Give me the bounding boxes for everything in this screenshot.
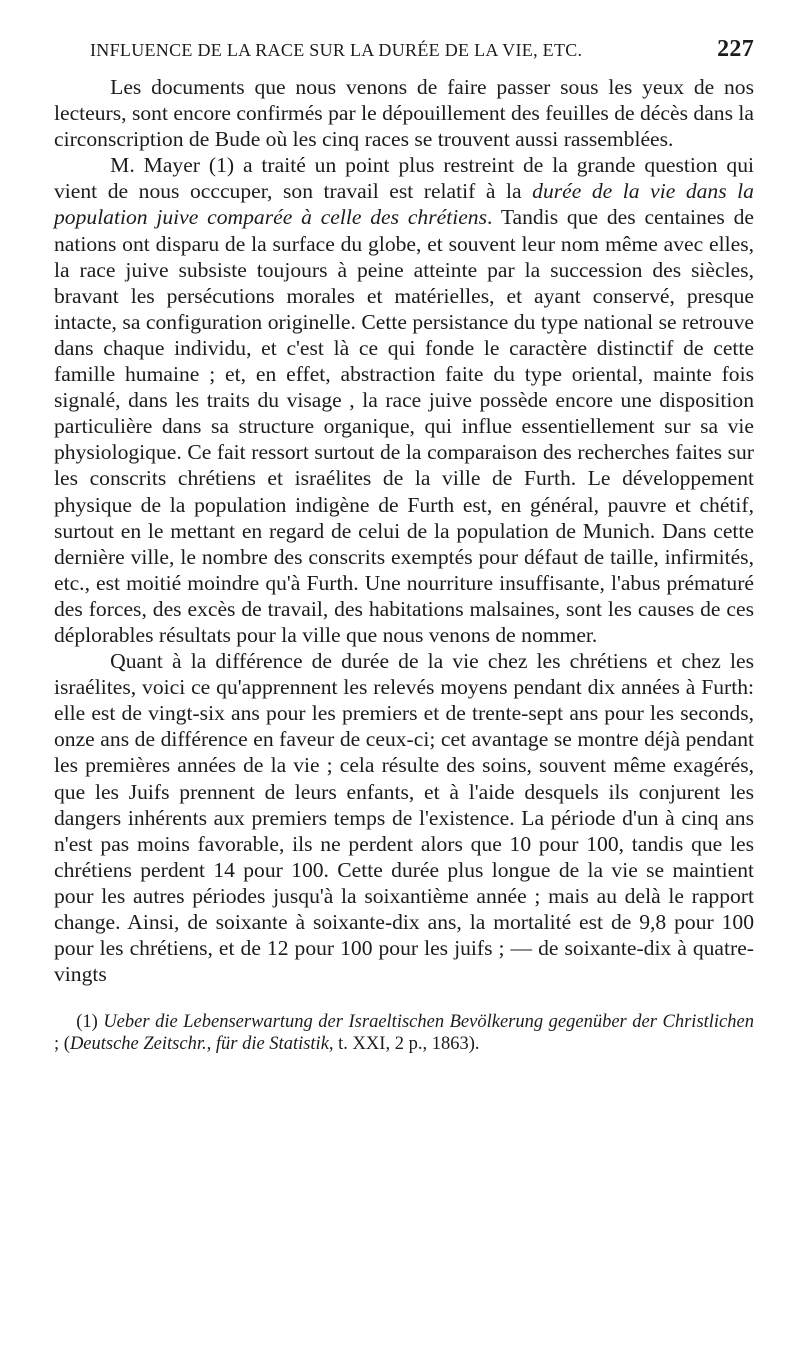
paragraph-2-text-end: . Tandis que des centaines de nations ont disparu de la surface du globe, et souvent leur nom même avec elles, la race juive subsiste toujours à peine atteinte par la succession des siècles, bravant les persécutions morales et matérielles, et ayant conservé, presque intacte, sa configuration originelle. Cette persistance du type national se retrouve dans chaque individu, et c'est là ce qui fonde le caractère distinctif de cette famille humaine ; et, en effet, abstraction faite du type oriental, mainte fois signalé, dans les traits du visage , la race juive possède encore une disposition particulière dans sa structure organique, qui influe essentiellement sur sa vie physiologique. Ce fait ressort surtout de la comparaison des recherches faites sur les conscrits chrétiens et israélites de la ville de Furth. Le développement physique de la population indigène de Furth est, en général, pauvre et chétif, surtout en le mettant en regard de celui de la population de Munich. Dans cette dernière ville, le nombre des conscrits exemptés pour défaut de taille, infirmités, etc., est moitié moindre qu'à Furth. Une nourriture insuffisante, l'abus prématuré des forces, des excès de travail, des habitations malsaines, sont les causes de ces déplorables résultats pour la ville que nous venons de nommer. <box>54 205 754 647</box>
footnote-separator: ; ( <box>54 1034 70 1055</box>
paragraph-2-text-start: M. Mayer (1) a traité un point plus restreint de la grande question qui vient de nous occcuper, son travail est relatif à la <box>54 153 754 204</box>
paragraph-1 <box>54 74 754 152</box>
paragraph-2-italic-phrase: durée de la vie dans la population juive comparée à celle des chrétiens <box>54 179 754 230</box>
running-title: INFLUENCE DE LA RACE SUR LA DURÉE DE LA VIE, ETC. <box>90 40 583 60</box>
footnote-reference: , t. XXI, 2 p., 1863). <box>328 1034 480 1055</box>
paragraph-3 <box>54 648 754 987</box>
paragraph-2 <box>54 152 754 648</box>
footnote-marker: (1) <box>76 1012 104 1033</box>
paragraph-3-text: Quant à la différence de durée de la vie chez les chrétiens et chez les israélites, voici ce qu'apprennent les relevés moyens pendant dix années à Furth: elle est de vingt-six ans pour les premiers et de trente-sept ans pour les seconds, onze ans de différence en faveur de ceux-ci; cet avantage se montre déjà pendant les premières années de la vie ; cela résulte des soins, souvent même exagérés, que les Juifs prennent de leurs enfants, et à l'aide desquels ils conjurent les dangers inhérents aux premiers temps de l'existence. La période d'un à cinq ans n'est pas moins favorable, ils ne perdent alors que 10 pour 100, tandis que les chrétiens perdent 14 pour 100. Cette durée plus longue de la vie se maintient pour les autres périodes jusqu'à la soixantième année ; mais au delà le rapport change. Ainsi, de soixante à soixante-dix ans, la mortalité est de 9,8 pour 100 pour les chrétiens, et de 12 pour 100 pour les juifs ; — de soixante-dix à quatre-vingts <box>54 649 754 987</box>
footnote-title: Ueber die Lebenserwartung der Israeltischen Bevölkerung gegenüber der Christlichen <box>103 1012 754 1033</box>
footnote <box>54 1011 754 1055</box>
page-number: 227 <box>717 36 754 62</box>
body-text <box>54 74 754 987</box>
running-header <box>54 36 754 70</box>
paragraph-1-text: Les documents que nous venons de faire passer sous les yeux de nos lecteurs, sont encore confirmés par le dépouillement des feuilles de décès dans la circonscription de Bude où les cinq races se trouvent aussi rassemblées. <box>54 75 754 152</box>
page <box>54 36 754 1055</box>
footnote-journal: Deutsche Zeitschr., für die Statistik <box>69 1034 329 1055</box>
